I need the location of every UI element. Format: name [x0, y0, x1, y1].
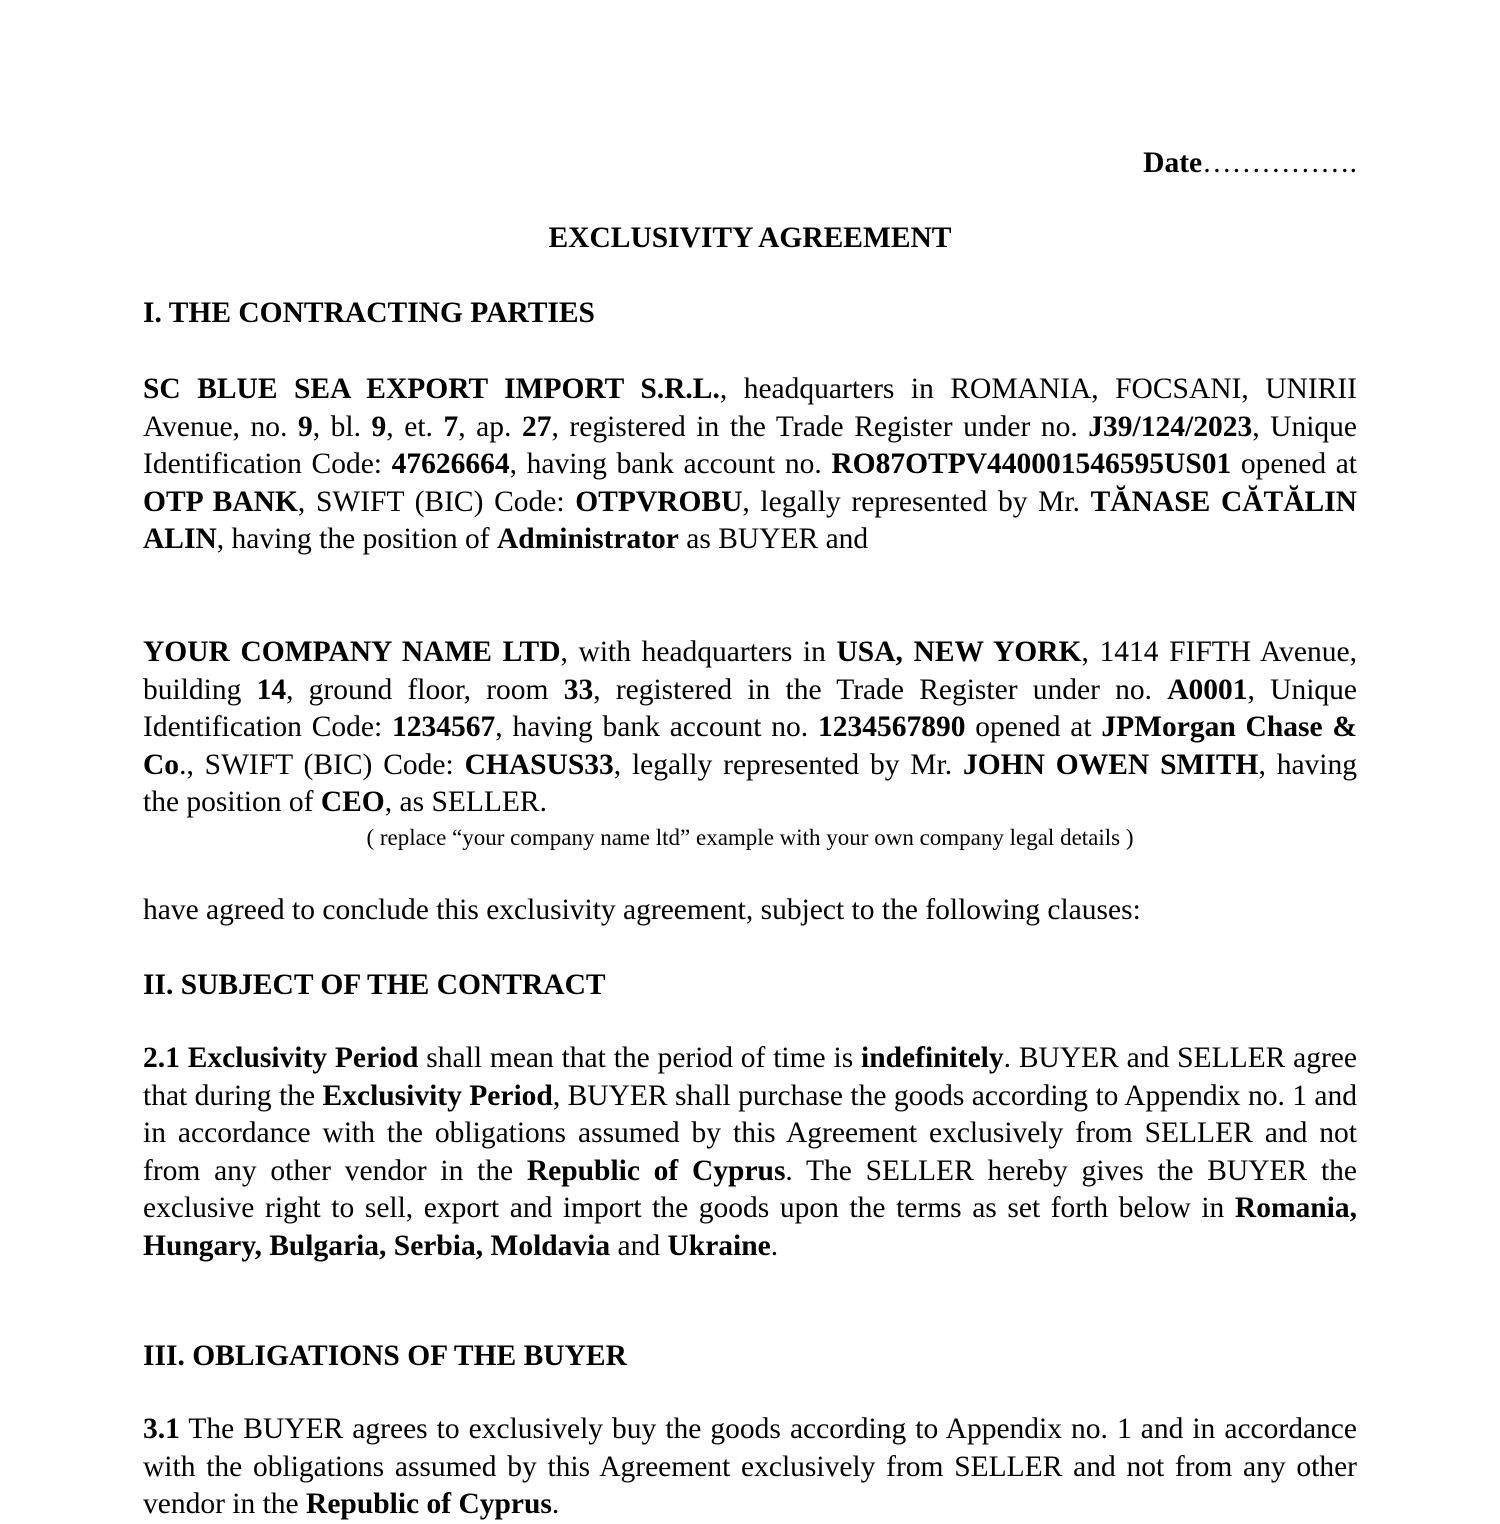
text: , having the position of — [216, 523, 497, 556]
text: , registered in the Trade Register under no. — [593, 673, 1168, 706]
text: . BUYER and SELLER agree that during the — [143, 1042, 1357, 1112]
bold-text: 3.1 — [143, 1413, 180, 1445]
text: , with headquarters in — [560, 636, 837, 668]
text: . The SELLER hereby gives the BUYER the exclusive right to sell, export and import the goods upon the terms as set forth below in — [143, 1154, 1357, 1225]
date-label: Date — [1143, 147, 1203, 179]
text: , legally represented by Mr. — [742, 485, 1091, 518]
text: , having bank account no. — [509, 448, 832, 481]
clause-2-1 — [143, 1040, 1357, 1266]
text: as BUYER and — [678, 523, 869, 556]
section-heading-2 — [143, 967, 1357, 1005]
title-text: EXCLUSIVITY AGREEMENT — [548, 222, 952, 254]
text: , Unique Identification Code: — [143, 673, 1357, 744]
text: and — [610, 1229, 668, 1262]
section-heading-2-text: II. SUBJECT OF THE CONTRACT — [143, 969, 606, 1001]
bold-text: 1234567 — [392, 711, 496, 744]
text: , registered in the Trade Register under no. — [551, 410, 1089, 443]
bold-text: 33 — [563, 673, 594, 706]
text: , bl. — [312, 410, 372, 443]
bold-text: OTPVROBU — [575, 485, 743, 518]
bold-text: 47626664 — [391, 448, 510, 481]
bold-text: Exclusivity Period — [322, 1079, 553, 1112]
section-heading-3-text: III. OBLIGATIONS OF THE BUYER — [143, 1340, 627, 1372]
text: , Unique Identification Code: — [143, 410, 1357, 481]
bold-text: 1234567890 — [817, 711, 966, 744]
bold-text: JOHN OWEN SMITH — [962, 748, 1259, 781]
bold-text: USA, NEW YORK — [836, 636, 1082, 668]
text: , having the position of — [143, 748, 1357, 819]
text: . — [551, 1488, 560, 1521]
agreed-paragraph: have agreed to conclude this exclusivity agreement, subject to the following clauses: — [143, 894, 1141, 926]
bold-text: Republic of Cyprus — [306, 1488, 552, 1521]
text: , SWIFT (BIC) Code: — [297, 485, 576, 518]
date-line — [143, 145, 1357, 183]
bold-text: Republic of Cyprus — [526, 1154, 786, 1187]
text: , ap. — [458, 410, 522, 443]
bold-text: OTP BANK — [143, 485, 298, 518]
bold-text: Ukraine — [667, 1229, 771, 1262]
bold-text: indefinitely — [861, 1042, 1004, 1074]
bold-text: 9 — [371, 410, 387, 443]
text: , ground floor, room — [286, 673, 564, 706]
text: . — [770, 1229, 779, 1262]
replace-note: ( replace “your company name ltd” example with your own company legal details ) — [366, 825, 1134, 850]
section-heading-1 — [143, 295, 1357, 333]
text: , et. — [386, 410, 444, 443]
bold-text: J39/124/2023 — [1088, 410, 1253, 443]
bold-text: RO87OTPV440001546595US01 — [831, 448, 1232, 481]
bold-text: 9 — [297, 410, 313, 443]
text: , headquarters in ROMANIA, FOCSANI, UNIRII Avenue, no. — [143, 373, 1357, 443]
bold-text: SC BLUE SEA EXPORT IMPORT S.R.L. — [143, 373, 720, 405]
text: , 1414 FIFTH Avenue, building — [143, 636, 1357, 706]
text: , legally represented by Mr. — [613, 748, 963, 781]
bold-text: CHASUS33 — [464, 748, 614, 781]
text: The BUYER agrees to exclusively buy the goods according to Appendix no. 1 and in accordance with the obligations assumed by this Agreement exclusively from SELLER and not from any other vendor in the — [143, 1413, 1357, 1521]
bold-text: 2.1 Exclusivity Period — [143, 1042, 419, 1074]
bold-text: 27 — [521, 410, 552, 443]
seller-paragraph — [143, 634, 1357, 822]
bold-text: Romania, Hungary, Bulgaria, Serbia, Moldavia — [143, 1192, 1357, 1262]
text: shall mean that the period of time is — [418, 1042, 862, 1074]
bold-text: TĂNASE CĂTĂLIN ALIN — [143, 485, 1357, 556]
bold-text: Administrator — [497, 523, 679, 556]
bold-text: 14 — [256, 673, 287, 706]
bold-text: JPMorgan Chase & Co — [143, 711, 1357, 781]
text: ., SWIFT (BIC) Code: — [179, 748, 465, 781]
clause-3-1 — [143, 1411, 1357, 1524]
section-heading-1-text: I. THE CONTRACTING PARTIES — [143, 297, 595, 329]
buyer-paragraph — [143, 371, 1357, 559]
text: opened at — [965, 711, 1102, 744]
bold-text: A0001 — [1167, 673, 1248, 706]
bold-text: 7 — [443, 410, 459, 443]
document-title — [143, 220, 1357, 258]
bold-text: CEO — [320, 786, 385, 819]
text: , as SELLER. — [384, 786, 547, 819]
text: , having bank account no. — [495, 711, 818, 744]
date-placeholder: ……………. — [1202, 147, 1357, 179]
text: opened at — [1231, 448, 1357, 481]
bold-text: YOUR COMPANY NAME LTD — [143, 636, 561, 668]
section-heading-3 — [143, 1338, 1357, 1376]
text: , BUYER shall purchase the goods according to Appendix no. 1 and in accordance with the obligations assumed by this Agreement exclusively from SELLER and not from any other vendor in the — [143, 1079, 1357, 1187]
